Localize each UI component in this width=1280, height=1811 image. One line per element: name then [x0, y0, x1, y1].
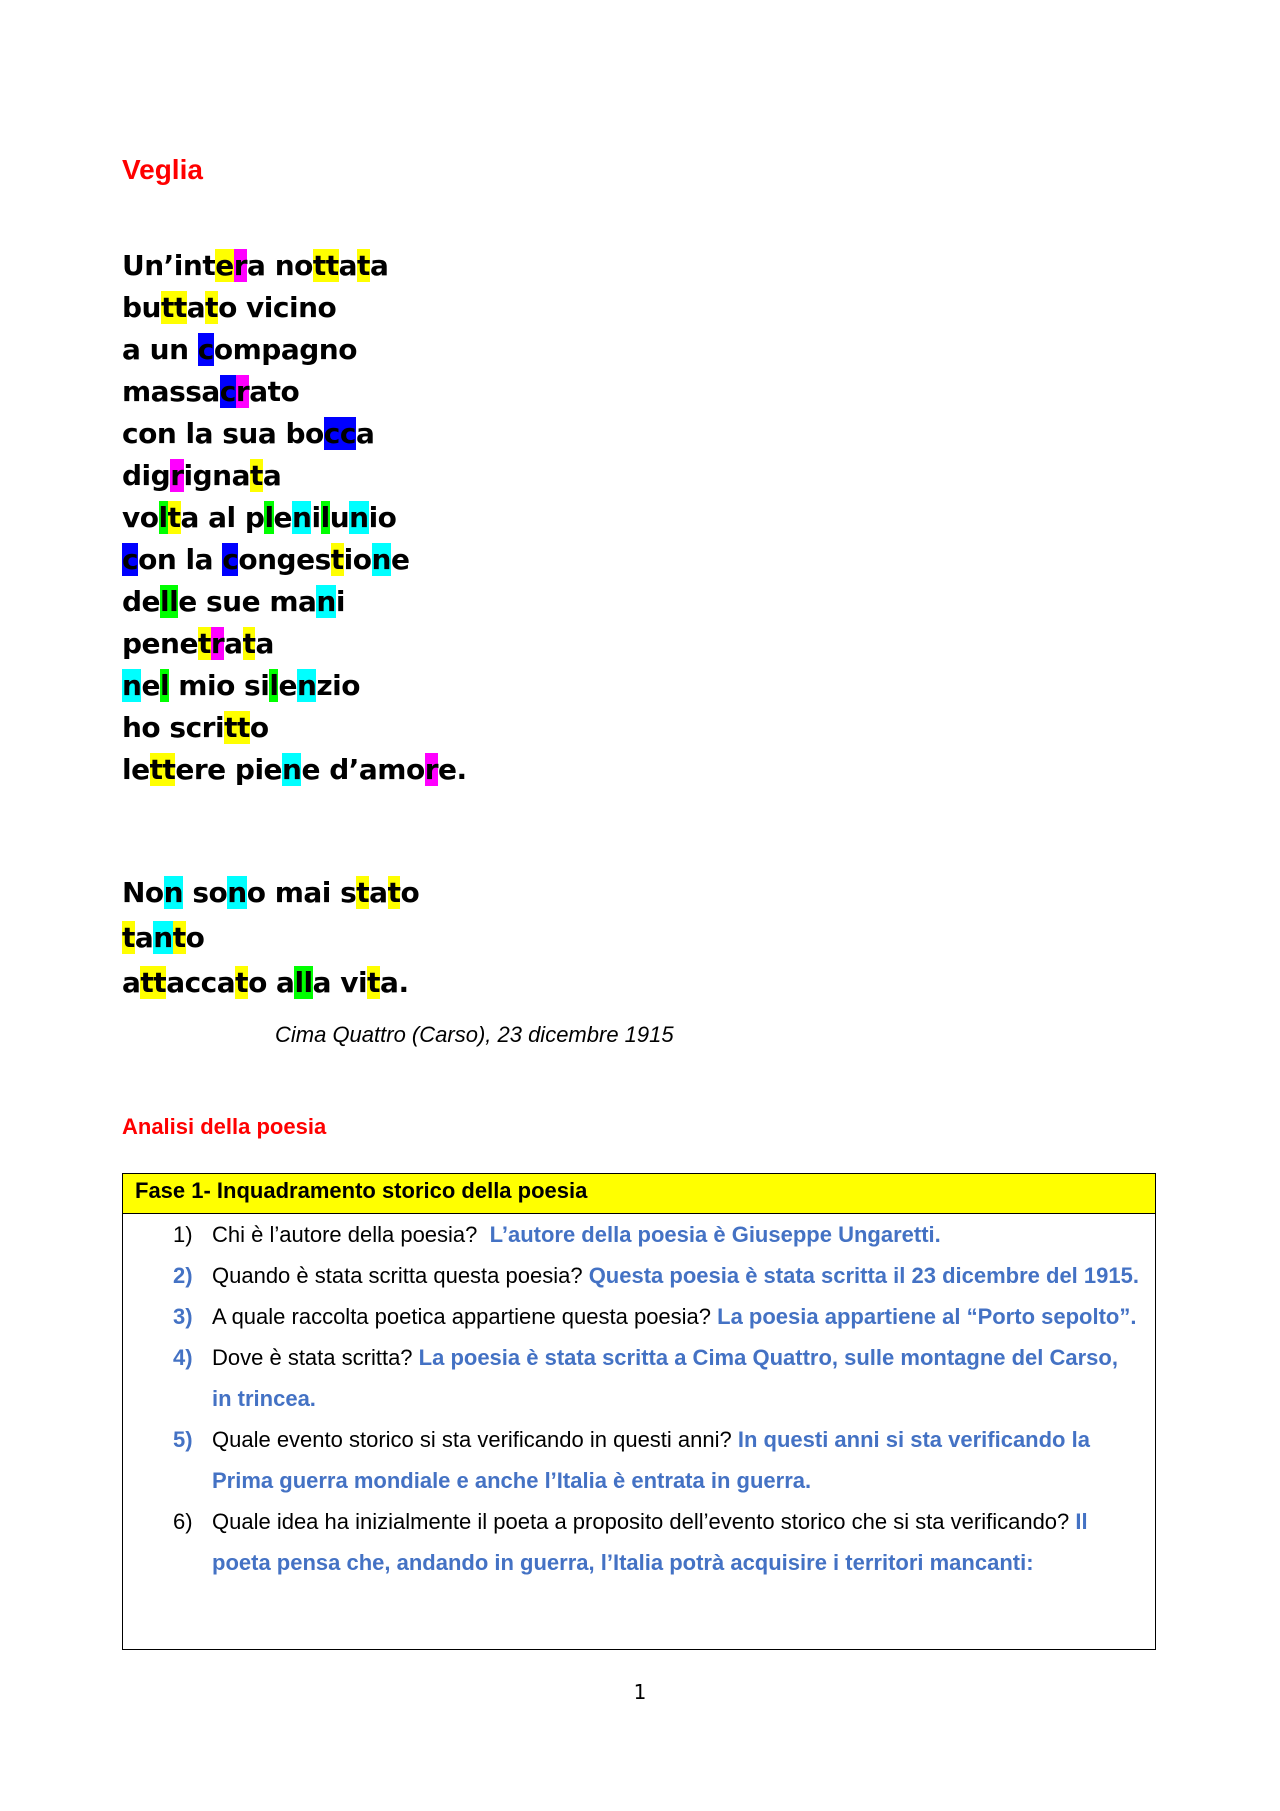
- poem-line: [122, 455, 467, 497]
- poem-line: [122, 665, 467, 707]
- poem-text: io: [368, 501, 397, 534]
- poem-line: [122, 623, 467, 665]
- poem-text: a: [255, 627, 274, 660]
- highlighted-letters: t: [356, 876, 370, 909]
- poem-line: [122, 581, 467, 623]
- poem-text: Un’int: [122, 249, 216, 282]
- poem-line: [122, 915, 419, 960]
- poem-text: a: [134, 921, 154, 954]
- highlighted-letters: l: [264, 501, 274, 534]
- poem-text: e: [278, 669, 297, 702]
- highlighted-letters: t: [242, 627, 256, 660]
- highlighted-letters: t: [249, 459, 263, 492]
- poem-text: le: [122, 753, 150, 786]
- question-number: 1): [173, 1222, 193, 1247]
- question-number: 2): [173, 1263, 193, 1288]
- poem-text: igna: [183, 459, 250, 492]
- question-item: [123, 1337, 1155, 1419]
- highlighted-letters: e: [215, 249, 234, 282]
- highlighted-letters: n: [292, 501, 312, 534]
- poem-line: [122, 870, 419, 915]
- poem-text: i: [311, 501, 321, 534]
- highlighted-letters: n: [227, 876, 247, 909]
- answer-text: L’autore della poesia è Giuseppe Ungaretti.: [489, 1222, 941, 1247]
- poem-line: [122, 371, 467, 413]
- highlighted-letters: t: [387, 876, 401, 909]
- highlighted-letters: n: [371, 543, 391, 576]
- highlighted-letters: l: [320, 501, 330, 534]
- poem-text: a: [369, 876, 388, 909]
- poem-text: o vicino: [218, 291, 337, 324]
- poem-text: e: [390, 543, 410, 576]
- question-item: [123, 1214, 1155, 1255]
- poem-text: bu: [122, 291, 161, 324]
- poem-text: a no: [247, 249, 313, 282]
- poem-stanza-1: [122, 245, 467, 791]
- highlighted-letters: t: [172, 921, 186, 954]
- poem-line: [122, 539, 467, 581]
- poem-text: a: [262, 459, 282, 492]
- poem-text: e sue ma: [178, 585, 317, 618]
- answer-text: Il poeta pensa che, andando in guerra, l’Italia potrà acquisire i territori mancanti:: [212, 1509, 1088, 1575]
- poem-line: [122, 287, 467, 329]
- highlighted-letters: l: [158, 501, 168, 534]
- question-item: [123, 1255, 1155, 1296]
- poem-text: acca: [166, 966, 236, 999]
- poem-text: ere pie: [175, 753, 283, 786]
- highlighted-letters: n: [296, 669, 317, 702]
- poem-text: ato: [249, 375, 300, 408]
- highlighted-letters: r: [170, 459, 184, 492]
- highlighted-letters: t: [122, 921, 135, 954]
- question-number: 4): [173, 1345, 193, 1370]
- question-text: Quale evento storico si sta verificando in questi anni?: [212, 1427, 738, 1452]
- poem-line: [122, 707, 467, 749]
- answer-text: La poesia appartiene al “Porto sepolto”.: [717, 1304, 1137, 1329]
- highlighted-letters: n: [282, 753, 302, 786]
- poem-stanza-2: [122, 870, 419, 1005]
- poem-text: a al p: [180, 501, 265, 534]
- poem-line: [122, 497, 467, 539]
- poem-text: mio si: [169, 669, 270, 702]
- question-list: [123, 1214, 1155, 1583]
- highlighted-letters: r: [424, 753, 439, 786]
- highlighted-letters: t: [367, 966, 381, 999]
- poem-text: dig: [122, 459, 171, 492]
- answer-text: In questi anni si sta verificando la Prima guerra mondiale e anche l’Italia è entrata in guerra.: [212, 1427, 1090, 1493]
- poem-text: o mai s: [246, 876, 357, 909]
- page-number: 1: [633, 1680, 647, 1704]
- poem-text: on la: [138, 543, 223, 576]
- poem-line: [122, 245, 467, 287]
- question-text: Quando è stata scritta questa poesia?: [212, 1263, 589, 1288]
- highlighted-letters: tt: [224, 711, 250, 744]
- answer-text: La poesia è stata scritta a Cima Quattro, sulle montagne del Carso, in trincea.: [212, 1345, 1118, 1411]
- poem-text: a.: [380, 966, 409, 999]
- highlighted-letters: t: [357, 249, 370, 282]
- analysis-table: [122, 1173, 1156, 1650]
- highlighted-letters: tt: [160, 291, 187, 324]
- poem-text: ho scri: [122, 711, 225, 744]
- highlighted-letters: r: [235, 375, 250, 408]
- question-text: A quale raccolta poetica appartiene questa poesia?: [212, 1304, 718, 1329]
- question-item: [123, 1501, 1155, 1583]
- highlighted-letters: cc: [323, 417, 356, 450]
- poem-text: a: [186, 291, 206, 324]
- answer-text: Questa poesia è stata scritta il 23 dicembre del 1915.: [588, 1263, 1139, 1288]
- poem-text: vo: [122, 501, 159, 534]
- poem-text: e: [141, 669, 160, 702]
- question-item: [123, 1419, 1155, 1501]
- highlighted-letters: n: [163, 876, 184, 909]
- question-number: 6): [173, 1509, 193, 1534]
- question-text: Dove è stata scritta?: [212, 1345, 419, 1370]
- poem-line: [122, 749, 467, 791]
- poem-text: onges: [238, 543, 331, 576]
- highlighted-letters: n: [316, 585, 336, 618]
- poem-line: [122, 329, 467, 371]
- highlighted-letters: l: [159, 669, 170, 702]
- highlighted-letters: tt: [312, 249, 339, 282]
- question-text: Quale idea ha inizialmente il poeta a proposito dell’evento storico che si sta verificando?: [212, 1509, 1076, 1534]
- highlighted-letters: t: [330, 543, 344, 576]
- highlighted-letters: ll: [294, 966, 313, 999]
- poem-text: io: [343, 543, 372, 576]
- highlighted-letters: ll: [160, 585, 179, 618]
- poem-text: a: [355, 417, 375, 450]
- poem-text: so: [183, 876, 228, 909]
- poem-text: a: [224, 627, 243, 660]
- poem-text: a: [369, 249, 389, 282]
- poem-text: ompagno: [213, 333, 357, 366]
- poem-text: massa: [122, 375, 220, 408]
- highlighted-letters: t: [205, 291, 219, 324]
- highlighted-letters: n: [153, 921, 173, 954]
- highlighted-letters: n: [122, 669, 142, 702]
- poem-line: [122, 413, 467, 455]
- poem-text: e.: [438, 753, 467, 786]
- highlighted-letters: c: [197, 333, 214, 366]
- poem-text: de: [122, 585, 161, 618]
- question-number: 5): [173, 1427, 193, 1452]
- poem-text: con la sua bo: [122, 417, 324, 450]
- highlighted-letters: c: [122, 543, 139, 576]
- highlighted-letters: t: [167, 501, 181, 534]
- section-title: Analisi della poesia: [122, 1114, 327, 1139]
- poem-text: o a: [248, 966, 295, 999]
- highlighted-letters: r: [210, 627, 225, 660]
- poem-text: a un: [122, 333, 198, 366]
- highlighted-letters: t: [197, 627, 211, 660]
- highlighted-letters: tt: [149, 753, 176, 786]
- highlighted-letters: c: [222, 543, 239, 576]
- poem-text: i: [335, 585, 345, 618]
- poem-text: No: [122, 876, 164, 909]
- question-text: Chi è l’autore della poesia?: [212, 1222, 490, 1247]
- poem-text: u: [329, 501, 350, 534]
- highlighted-letters: c: [219, 375, 236, 408]
- poem-title: Veglia: [122, 154, 203, 185]
- highlighted-letters: tt: [140, 966, 167, 999]
- highlighted-letters: t: [235, 966, 249, 999]
- poem-text: e d’amo: [301, 753, 425, 786]
- highlighted-letters: l: [269, 669, 279, 702]
- poem-text: a: [122, 966, 141, 999]
- question-number: 3): [173, 1304, 193, 1329]
- question-item: [123, 1296, 1155, 1337]
- place-date: Cima Quattro (Carso), 23 dicembre 1915: [275, 1022, 674, 1047]
- highlighted-letters: r: [233, 249, 248, 282]
- poem-text: a vi: [312, 966, 368, 999]
- poem-text: e: [273, 501, 293, 534]
- table-header: Fase 1- Inquadramento storico della poesia: [123, 1174, 1155, 1214]
- poem-text: a: [338, 249, 358, 282]
- highlighted-letters: n: [349, 501, 369, 534]
- poem-text: o: [400, 876, 420, 909]
- poem-text: o: [249, 711, 269, 744]
- poem-text: zio: [316, 669, 361, 702]
- poem-text: pene: [122, 627, 198, 660]
- poem-text: o: [185, 921, 205, 954]
- poem-line: [122, 960, 419, 1005]
